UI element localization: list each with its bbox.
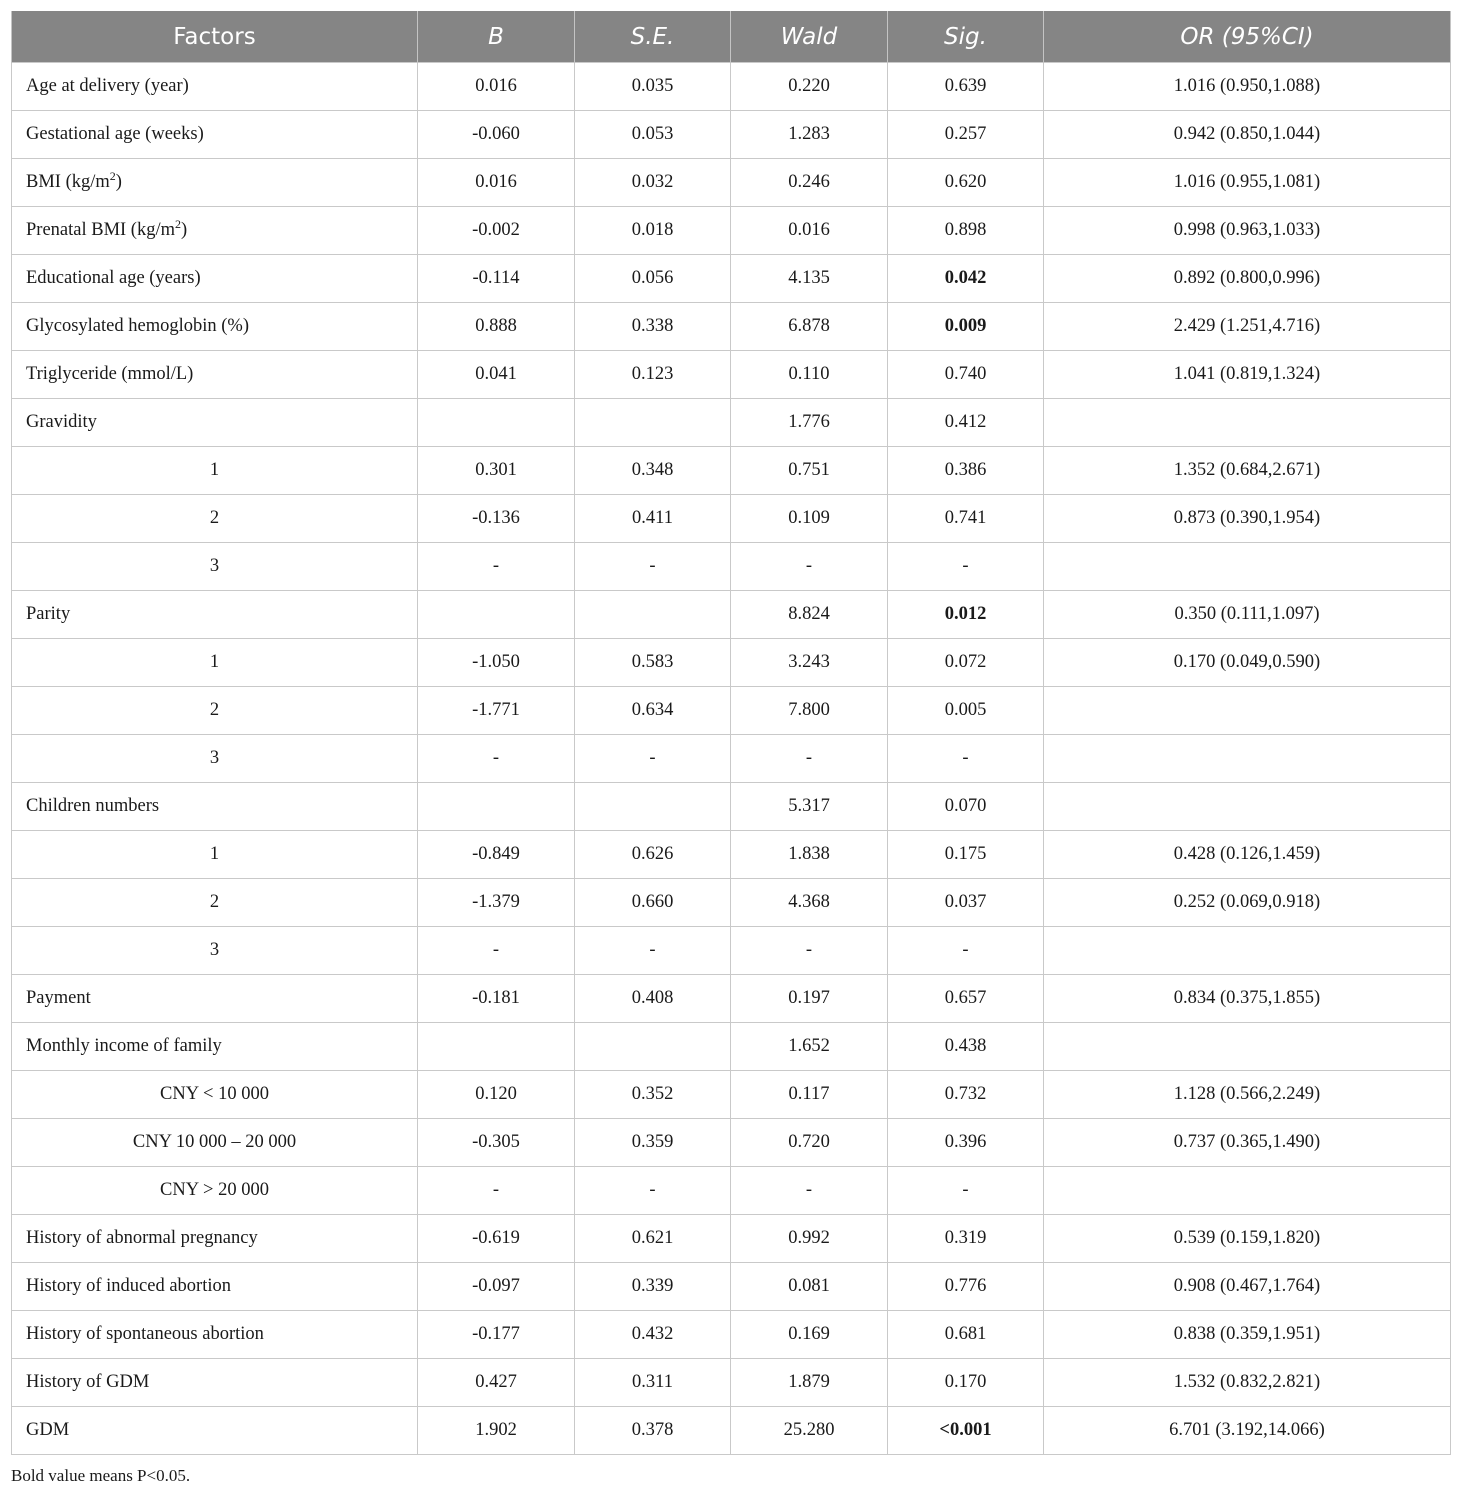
cell-se: 0.352 (575, 1071, 731, 1119)
cell-factor (12, 687, 418, 735)
cell-wald: 5.317 (731, 783, 888, 831)
cell-factor (12, 1167, 418, 1215)
cell-b (418, 783, 575, 831)
cell-sig: - (888, 543, 1044, 591)
cell-se: - (575, 735, 731, 783)
cell-sig: 0.438 (888, 1023, 1044, 1071)
cell-wald: 0.197 (731, 975, 888, 1023)
cell-factor (12, 591, 418, 639)
table-row (12, 639, 1451, 687)
cell-wald: 25.280 (731, 1407, 888, 1455)
cell-b: 1.902 (418, 1407, 575, 1455)
cell-wald: 3.243 (731, 639, 888, 687)
table-row (12, 1215, 1451, 1263)
factor-label: History of spontaneous abortion (26, 1324, 264, 1344)
table-row (12, 831, 1451, 879)
cell-b: -0.619 (418, 1215, 575, 1263)
cell-wald: - (731, 735, 888, 783)
table-row (12, 1119, 1451, 1167)
cell-b: -0.181 (418, 975, 575, 1023)
cell-b: 0.016 (418, 159, 575, 207)
cell-wald: 8.824 (731, 591, 888, 639)
cell-se: 0.359 (575, 1119, 731, 1167)
cell-b (418, 399, 575, 447)
cell-or-ci: 0.252 (0.069,0.918) (1044, 879, 1451, 927)
cell-sig: - (888, 1167, 1044, 1215)
cell-b: 0.016 (418, 63, 575, 111)
cell-se: 0.660 (575, 879, 731, 927)
cell-b: -0.060 (418, 111, 575, 159)
factor-label: History of induced abortion (26, 1276, 231, 1296)
factor-superscript: 2 (175, 216, 182, 231)
cell-wald: 1.283 (731, 111, 888, 159)
cell-factor (12, 927, 418, 975)
cell-se: 0.378 (575, 1407, 731, 1455)
cell-se: 0.053 (575, 111, 731, 159)
cell-wald: 1.652 (731, 1023, 888, 1071)
cell-factor (12, 399, 418, 447)
cell-or-ci (1044, 543, 1451, 591)
factor-label: Gravidity (26, 412, 97, 432)
factor-label: Gestational age (weeks) (26, 124, 204, 144)
cell-factor (12, 735, 418, 783)
table-row (12, 1311, 1451, 1359)
factor-label: Parity (26, 604, 71, 624)
cell-sig: 0.042 (888, 255, 1044, 303)
cell-sig: 0.257 (888, 111, 1044, 159)
factor-label-tail: ) (181, 220, 188, 240)
cell-se: 0.018 (575, 207, 731, 255)
cell-factor (12, 495, 418, 543)
cell-or-ci (1044, 687, 1451, 735)
cell-or-ci: 0.737 (0.365,1.490) (1044, 1119, 1451, 1167)
table-row (12, 111, 1451, 159)
cell-or-ci (1044, 1167, 1451, 1215)
factor-label: 3 (209, 940, 220, 960)
cell-se: 0.621 (575, 1215, 731, 1263)
cell-se: - (575, 543, 731, 591)
cell-b: - (418, 735, 575, 783)
cell-sig: 0.639 (888, 63, 1044, 111)
table-row (12, 447, 1451, 495)
table-footnote: Bold value means P<0.05. (11, 1466, 191, 1485)
cell-or-ci (1044, 735, 1451, 783)
cell-or-ci: 0.834 (0.375,1.855) (1044, 975, 1451, 1023)
regression-table-container (11, 11, 1450, 1455)
cell-factor (12, 1215, 418, 1263)
table-row (12, 543, 1451, 591)
factor-label: Monthly income of family (26, 1036, 222, 1056)
cell-or-ci: 0.539 (0.159,1.820) (1044, 1215, 1451, 1263)
table-row (12, 207, 1451, 255)
cell-factor (12, 303, 418, 351)
factor-label: 1 (209, 844, 220, 864)
cell-b: -0.177 (418, 1311, 575, 1359)
factor-label: 1 (209, 460, 220, 480)
cell-wald: 0.109 (731, 495, 888, 543)
cell-se: 0.411 (575, 495, 731, 543)
cell-wald: - (731, 543, 888, 591)
cell-or-ci: 0.908 (0.467,1.764) (1044, 1263, 1451, 1311)
cell-se: 0.311 (575, 1359, 731, 1407)
cell-b: -0.097 (418, 1263, 575, 1311)
header-se: S.E. (575, 11, 731, 63)
cell-sig: 0.012 (888, 591, 1044, 639)
cell-sig: 0.072 (888, 639, 1044, 687)
cell-wald: - (731, 927, 888, 975)
cell-b: 0.120 (418, 1071, 575, 1119)
factor-label: CNY < 10 000 (160, 1084, 269, 1104)
factor-label: 2 (209, 892, 220, 912)
cell-factor (12, 831, 418, 879)
cell-b: -0.136 (418, 495, 575, 543)
cell-factor (12, 639, 418, 687)
cell-factor (12, 255, 418, 303)
cell-wald: 0.751 (731, 447, 888, 495)
factor-label: History of abnormal pregnancy (26, 1228, 258, 1248)
cell-wald: 0.169 (731, 1311, 888, 1359)
cell-or-ci: 0.998 (0.963,1.033) (1044, 207, 1451, 255)
cell-se: 0.032 (575, 159, 731, 207)
table-header-row (12, 11, 1451, 63)
table-row (12, 1167, 1451, 1215)
cell-or-ci (1044, 399, 1451, 447)
cell-factor (12, 63, 418, 111)
factor-label: CNY 10 000 – 20 000 (132, 1132, 297, 1152)
cell-or-ci: 0.892 (0.800,0.996) (1044, 255, 1451, 303)
table-row (12, 1023, 1451, 1071)
cell-sig: 0.412 (888, 399, 1044, 447)
cell-sig: 0.070 (888, 783, 1044, 831)
factor-label: CNY > 20 000 (160, 1180, 269, 1200)
cell-wald: 0.220 (731, 63, 888, 111)
cell-sig: 0.005 (888, 687, 1044, 735)
factor-label: 3 (209, 748, 220, 768)
factor-superscript: 2 (109, 168, 116, 183)
cell-or-ci: 0.350 (0.111,1.097) (1044, 591, 1451, 639)
cell-wald: 1.776 (731, 399, 888, 447)
cell-factor (12, 1311, 418, 1359)
table-row (12, 255, 1451, 303)
cell-b: -0.305 (418, 1119, 575, 1167)
cell-or-ci: 6.701 (3.192,14.066) (1044, 1407, 1451, 1455)
cell-b: 0.427 (418, 1359, 575, 1407)
cell-factor (12, 351, 418, 399)
cell-se: 0.626 (575, 831, 731, 879)
cell-wald: 0.992 (731, 1215, 888, 1263)
cell-sig: 0.009 (888, 303, 1044, 351)
cell-sig: 0.740 (888, 351, 1044, 399)
cell-factor (12, 1119, 418, 1167)
table-row (12, 1263, 1451, 1311)
header-wald: Wald (731, 11, 888, 63)
factor-label: 2 (209, 508, 220, 528)
cell-b: -1.050 (418, 639, 575, 687)
header-b: B (418, 11, 575, 63)
cell-se: 0.123 (575, 351, 731, 399)
cell-b: - (418, 927, 575, 975)
cell-sig: 0.037 (888, 879, 1044, 927)
table-row (12, 399, 1451, 447)
header-or-ci: OR (95%CI) (1044, 11, 1451, 63)
cell-b: -0.849 (418, 831, 575, 879)
cell-wald: 0.016 (731, 207, 888, 255)
cell-sig: 0.776 (888, 1263, 1044, 1311)
cell-factor (12, 1359, 418, 1407)
factor-label: Payment (26, 988, 91, 1008)
cell-wald: - (731, 1167, 888, 1215)
cell-or-ci: 1.041 (0.819,1.324) (1044, 351, 1451, 399)
factor-label: BMI (kg/m (26, 172, 110, 192)
cell-factor (12, 1407, 418, 1455)
cell-b: 0.888 (418, 303, 575, 351)
cell-wald: 0.110 (731, 351, 888, 399)
cell-factor (12, 207, 418, 255)
cell-b: -1.771 (418, 687, 575, 735)
factor-label: Children numbers (26, 796, 160, 816)
cell-factor (12, 447, 418, 495)
cell-factor (12, 111, 418, 159)
table-row (12, 1407, 1451, 1455)
factor-label: Educational age (years) (26, 268, 201, 288)
cell-wald: 7.800 (731, 687, 888, 735)
cell-wald: 0.246 (731, 159, 888, 207)
cell-factor (12, 1023, 418, 1071)
table-row (12, 687, 1451, 735)
table-row (12, 735, 1451, 783)
cell-sig: 0.657 (888, 975, 1044, 1023)
table-row (12, 975, 1451, 1023)
table-row (12, 351, 1451, 399)
cell-se (575, 399, 731, 447)
factor-label: GDM (26, 1420, 70, 1440)
cell-or-ci: 2.429 (1.251,4.716) (1044, 303, 1451, 351)
factor-label: History of GDM (26, 1372, 150, 1392)
factor-label: Age at delivery (year) (26, 76, 189, 96)
cell-se: 0.634 (575, 687, 731, 735)
factor-label: 1 (209, 652, 220, 672)
table-row (12, 63, 1451, 111)
cell-or-ci: 1.532 (0.832,2.821) (1044, 1359, 1451, 1407)
factor-label: 3 (209, 556, 220, 576)
table-row (12, 303, 1451, 351)
cell-wald: 0.720 (731, 1119, 888, 1167)
cell-or-ci: 0.428 (0.126,1.459) (1044, 831, 1451, 879)
table-row (12, 927, 1451, 975)
cell-b: -1.379 (418, 879, 575, 927)
factor-label: 2 (209, 700, 220, 720)
cell-b: - (418, 1167, 575, 1215)
cell-or-ci (1044, 1023, 1451, 1071)
cell-se: - (575, 927, 731, 975)
cell-or-ci: 1.128 (0.566,2.249) (1044, 1071, 1451, 1119)
cell-wald: 1.879 (731, 1359, 888, 1407)
cell-sig: 0.620 (888, 159, 1044, 207)
cell-or-ci (1044, 927, 1451, 975)
factor-label: Prenatal BMI (kg/m (26, 220, 176, 240)
cell-b (418, 1023, 575, 1071)
cell-sig: 0.898 (888, 207, 1044, 255)
cell-se: - (575, 1167, 731, 1215)
factor-label: Triglyceride (mmol/L) (26, 364, 194, 384)
cell-wald: 4.135 (731, 255, 888, 303)
cell-sig: 0.386 (888, 447, 1044, 495)
cell-factor (12, 879, 418, 927)
cell-se (575, 591, 731, 639)
cell-or-ci: 1.016 (0.950,1.088) (1044, 63, 1451, 111)
cell-factor (12, 975, 418, 1023)
cell-se: 0.339 (575, 1263, 731, 1311)
cell-wald: 4.368 (731, 879, 888, 927)
cell-b: - (418, 543, 575, 591)
table-row (12, 159, 1451, 207)
cell-sig: 0.175 (888, 831, 1044, 879)
cell-se: 0.583 (575, 639, 731, 687)
cell-sig: 0.681 (888, 1311, 1044, 1359)
cell-b: -0.114 (418, 255, 575, 303)
cell-or-ci (1044, 783, 1451, 831)
cell-or-ci: 0.170 (0.049,0.590) (1044, 639, 1451, 687)
table-body (12, 63, 1451, 1455)
cell-sig: 0.741 (888, 495, 1044, 543)
cell-b: -0.002 (418, 207, 575, 255)
cell-or-ci: 0.942 (0.850,1.044) (1044, 111, 1451, 159)
cell-factor (12, 543, 418, 591)
cell-sig: - (888, 735, 1044, 783)
table-row (12, 591, 1451, 639)
cell-b: 0.301 (418, 447, 575, 495)
cell-se: 0.338 (575, 303, 731, 351)
cell-sig: 0.732 (888, 1071, 1044, 1119)
cell-factor (12, 1263, 418, 1311)
cell-or-ci: 0.873 (0.390,1.954) (1044, 495, 1451, 543)
table-row (12, 879, 1451, 927)
table-row (12, 495, 1451, 543)
cell-se: 0.348 (575, 447, 731, 495)
cell-se (575, 783, 731, 831)
factor-label-tail: ) (115, 172, 122, 192)
cell-factor (12, 783, 418, 831)
header-sig: Sig. (888, 11, 1044, 63)
table-row (12, 1071, 1451, 1119)
header-factors: Factors (12, 11, 418, 63)
cell-factor (12, 1071, 418, 1119)
cell-wald: 1.838 (731, 831, 888, 879)
cell-or-ci: 1.016 (0.955,1.081) (1044, 159, 1451, 207)
cell-se: 0.408 (575, 975, 731, 1023)
cell-sig: - (888, 927, 1044, 975)
cell-se (575, 1023, 731, 1071)
cell-b: 0.041 (418, 351, 575, 399)
regression-table (11, 11, 1451, 1455)
cell-se: 0.035 (575, 63, 731, 111)
cell-b (418, 591, 575, 639)
cell-sig: 0.396 (888, 1119, 1044, 1167)
cell-wald: 0.081 (731, 1263, 888, 1311)
cell-se: 0.056 (575, 255, 731, 303)
factor-label: Glycosylated hemoglobin (%) (26, 316, 249, 336)
cell-wald: 0.117 (731, 1071, 888, 1119)
cell-or-ci: 1.352 (0.684,2.671) (1044, 447, 1451, 495)
table-row (12, 783, 1451, 831)
cell-se: 0.432 (575, 1311, 731, 1359)
cell-or-ci: 0.838 (0.359,1.951) (1044, 1311, 1451, 1359)
table-row (12, 1359, 1451, 1407)
cell-factor (12, 159, 418, 207)
cell-wald: 6.878 (731, 303, 888, 351)
cell-sig: 0.170 (888, 1359, 1044, 1407)
cell-sig: 0.319 (888, 1215, 1044, 1263)
cell-sig: <0.001 (888, 1407, 1044, 1455)
